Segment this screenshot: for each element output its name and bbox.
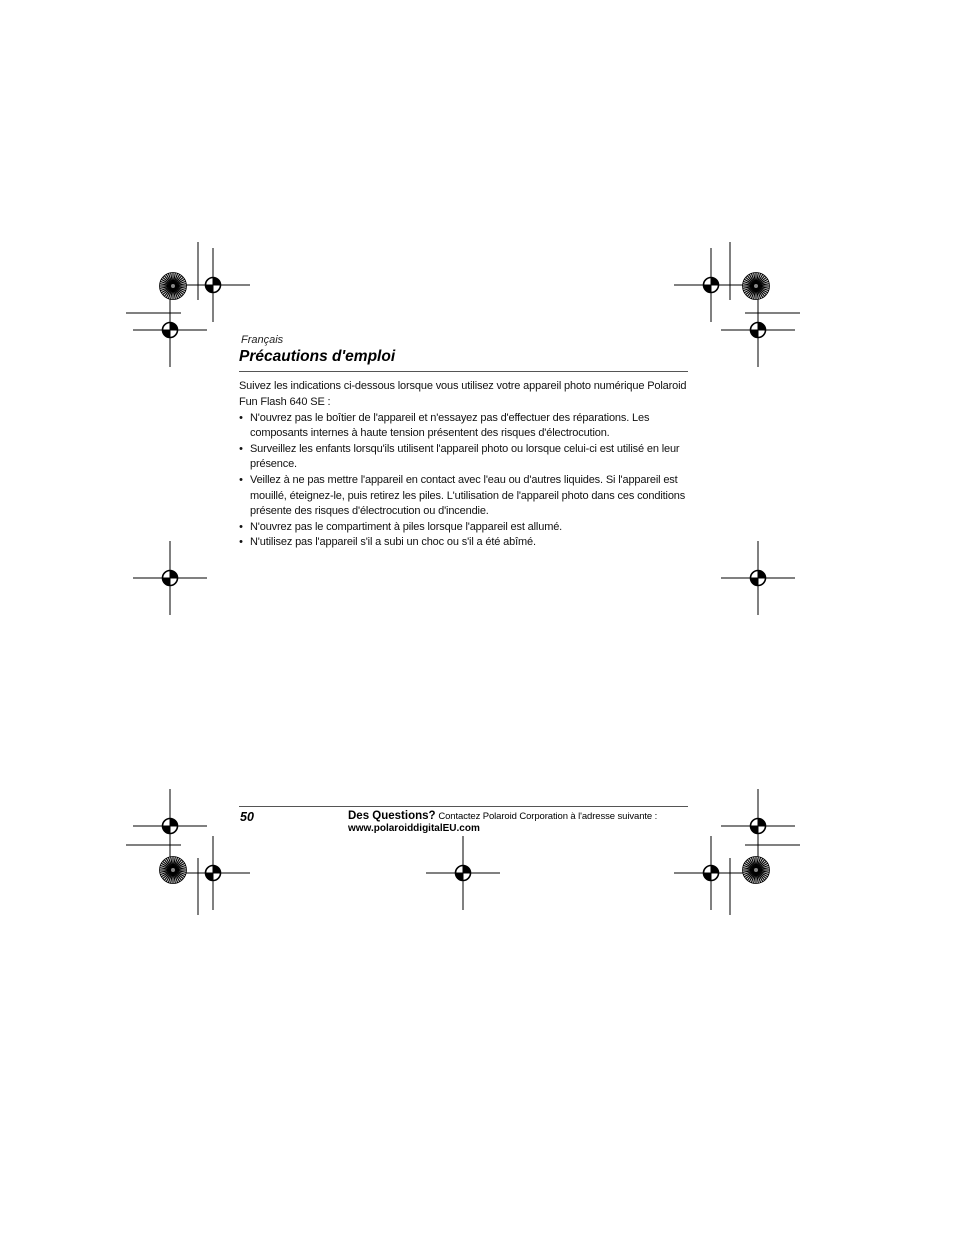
body-content (239, 379, 691, 551)
registration-crosshair-icon (176, 248, 250, 322)
registration-crosshair-icon (721, 541, 795, 615)
footer-contact (348, 810, 693, 835)
registration-crosshair-icon (674, 248, 748, 322)
bullet-icon: • (239, 520, 243, 533)
footer-divider (239, 806, 688, 807)
list-item (239, 535, 691, 551)
language-label: Français (241, 334, 284, 346)
page-title: Précautions d'emploi (239, 348, 396, 365)
color-bar-starburst-icon (160, 273, 187, 300)
question-label: Des Questions? (348, 810, 436, 822)
registration-crosshair-icon (674, 836, 748, 910)
intro-paragraph: Suivez les indications ci-dessous lorsque vous utilisez votre appareil photo numérique Polaroid Fun Flash 640 SE : (239, 380, 687, 408)
bullet-icon: • (239, 536, 243, 549)
color-bar-starburst-icon (743, 273, 770, 300)
registration-crosshair-icon (133, 541, 207, 615)
registration-crosshair-icon (426, 836, 500, 910)
website-link: www.polaroiddigitalEU.com (348, 823, 480, 834)
list-item (239, 411, 691, 442)
list-item-text: Surveillez les enfants lorsqu'ils utilisent l'appareil photo ou lorsque celui-ci est utilisé en leur présence. (250, 442, 680, 471)
page-number: 50 (240, 810, 254, 824)
contact-text: Contactez Polaroid Corporation à l'adresse suivante : (438, 811, 658, 822)
list-item-text: N'ouvrez pas le compartiment à piles lorsque l'appareil est allumé. (250, 520, 563, 533)
registration-crosshair-icon (133, 293, 207, 367)
list-item (239, 473, 691, 520)
list-item (239, 442, 691, 473)
bullet-icon: • (239, 474, 243, 487)
list-item-text: Veillez à ne pas mettre l'appareil en contact avec l'eau ou d'autres liquides. Si l'appareil est mouillé, éteignez-le, puis retirez les piles. L'utilisation de l'appareil photo dans ces conditions présente des risques d'électrocution ou d'incendie. (250, 474, 686, 518)
precautions-list (239, 411, 691, 551)
list-item-text: N'utilisez pas l'appareil s'il a subi un choc ou s'il a été abîmé. (250, 536, 536, 549)
list-item (239, 520, 691, 536)
color-bar-starburst-icon (743, 857, 770, 884)
registration-crosshair-icon (133, 789, 207, 863)
bullet-icon: • (239, 411, 243, 424)
bullet-icon: • (239, 442, 243, 455)
registration-crosshair-icon (721, 789, 795, 863)
registration-crosshair-icon (721, 293, 795, 367)
color-bar-starburst-icon (160, 857, 187, 884)
registration-crosshair-icon (176, 836, 250, 910)
header-divider (239, 371, 688, 372)
list-item-text: N'ouvrez pas le boîtier de l'appareil et n'essayez pas d'effectuer des réparations. Les composants internes à haute tension présentent des risques d'électrocution. (250, 411, 650, 440)
